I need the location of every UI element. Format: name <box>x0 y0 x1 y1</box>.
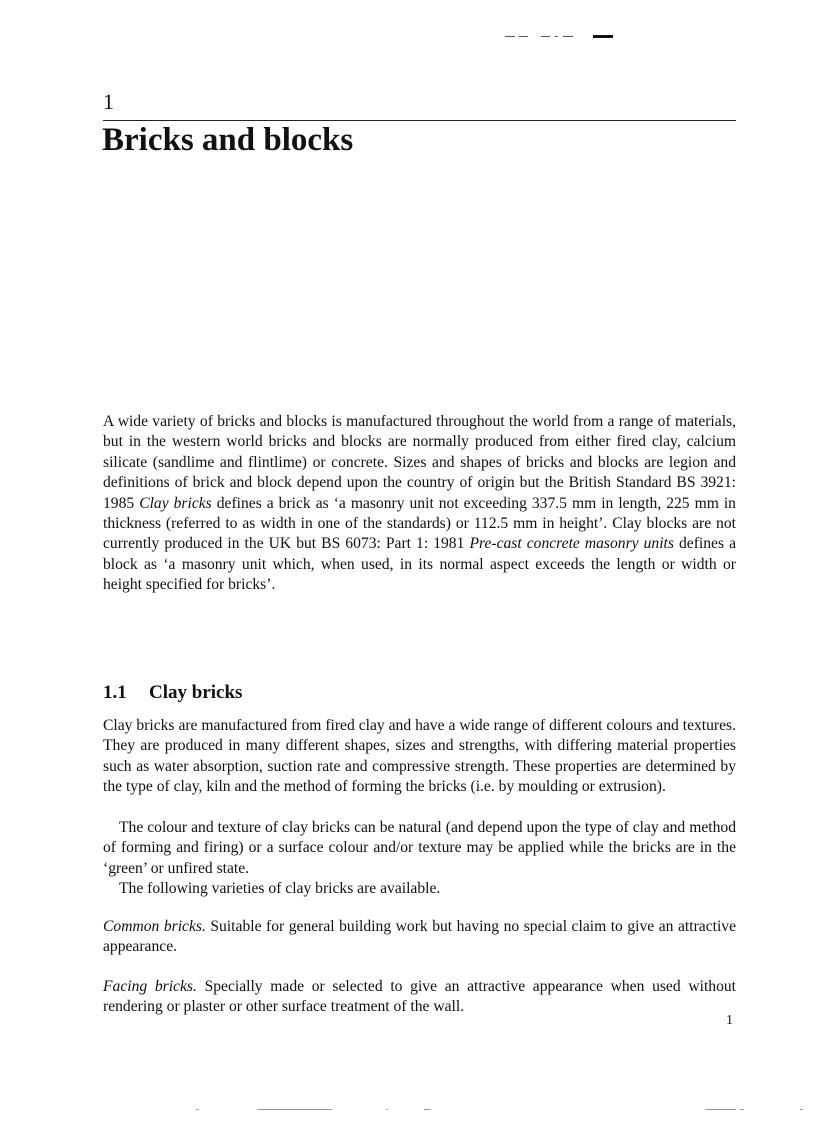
section-paragraph-1: Clay bricks are manufactured from fired clay and have a wide range of different colours and textures. They are produced in many different shapes, sizes and strengths, with differing material properties such as water absorption, suction rate and compressive strength. These properties are determined by the type of clay, kiln and the method of forming the bricks (i.e. by moulding or extrusion). <box>103 717 736 796</box>
definition-term: Facing bricks. <box>103 978 197 995</box>
intro-text-1: A wide variety of bricks and blocks is manufactured throughout the world from a range of materials, but in the western world bricks and blocks are normally produced from either fired clay, calcium silicate (sandlime and flintlime) or concrete. Sizes and shapes of bricks and blocks are legion and definitions of brick and block depend upon the country of origin but the British Standard BS 3921: 1985 <box>103 413 736 512</box>
scan-artifact-marks <box>505 33 615 41</box>
section-title: Clay bricks <box>149 682 243 703</box>
definition-facing-bricks <box>103 977 736 1018</box>
intro-standard-title-2: Pre-cast concrete masonry units <box>469 535 674 553</box>
chapter-title: Bricks and blocks <box>102 122 354 158</box>
scan-artifact-footer <box>0 1108 816 1112</box>
section-paragraph-2: The colour and texture of clay bricks can be natural (and depend upon the type of clay and method of forming and firing) or a surface colour and/or texture may be applied while the bricks are in the ‘green’ or unfired state. <box>103 819 736 877</box>
chapter-number: 1 <box>103 89 114 114</box>
intro-text-3: defines a block as ‘a masonry unit which, when used, in its normal aspect exceeds the length or width or height specified for bricks’. <box>103 535 736 594</box>
page-number: 1 <box>726 1013 733 1028</box>
section-number: 1.1 <box>103 682 127 703</box>
definition-text: Suitable for general building work but having no special claim to give an attractive appearance. <box>103 918 736 956</box>
section-heading <box>103 681 242 705</box>
section-paragraph-3: The following varieties of clay bricks are available. <box>119 880 441 897</box>
intro-standard-title-1: Clay bricks <box>139 494 212 512</box>
intro-paragraph <box>103 412 736 596</box>
definition-text: Specially made or selected to give an attractive appearance when used without rendering or plaster or other surface treatment of the wall. <box>103 978 736 1016</box>
definition-term: Common bricks. <box>103 918 206 935</box>
definition-common-bricks <box>103 917 736 958</box>
intro-text-2: defines a brick as ‘a masonry unit not exceeding 337.5 mm in length, 225 mm in thickness (referred to as width in one of the standards) or 112.5 mm in height’. Clay blocks are not currently produced in the UK but BS 6073: Part 1: 1981 <box>103 494 736 553</box>
